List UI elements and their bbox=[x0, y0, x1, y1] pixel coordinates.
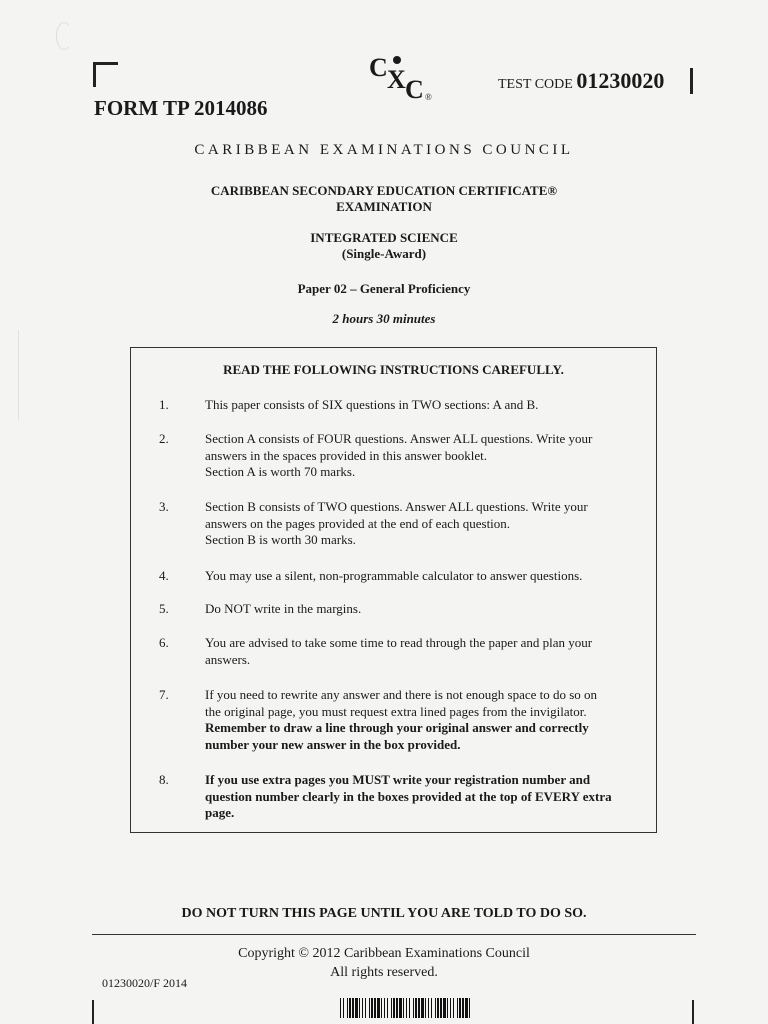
barcode-bar bbox=[459, 998, 461, 1018]
test-code-label: TEST CODE bbox=[498, 77, 573, 92]
barcode-bar bbox=[450, 998, 451, 1018]
svg-text:C: C bbox=[369, 53, 388, 82]
barcode-bar bbox=[343, 998, 344, 1018]
instruction-text: answers in the spaces provided in this answer booklet. bbox=[205, 447, 487, 463]
svg-text:C: C bbox=[405, 75, 424, 102]
instructions-heading: READ THE FOLLOWING INSTRUCTIONS CAREFULLY. bbox=[223, 362, 564, 377]
instructions-box bbox=[130, 347, 657, 833]
barcode-bar bbox=[381, 998, 382, 1018]
instruction-number: 7. bbox=[159, 687, 169, 702]
crop-mark-bottom-left bbox=[92, 1000, 94, 1024]
barcode-bar bbox=[347, 998, 348, 1018]
barcode-bar bbox=[428, 998, 429, 1018]
scan-smudge bbox=[56, 22, 72, 50]
instruction-text-emphasis: number your new answer in the box provided. bbox=[205, 736, 461, 752]
instruction-text-emphasis: question number clearly in the boxes provided at the top of EVERY extra bbox=[205, 788, 612, 804]
instruction-number: 3. bbox=[159, 499, 169, 514]
barcode-bar bbox=[365, 998, 366, 1018]
barcode-bar bbox=[393, 998, 395, 1018]
instruction-text: Section B is worth 30 marks. bbox=[205, 532, 356, 547]
instruction-text: Section B consists of TWO questions. Answer ALL questions. Write your bbox=[205, 499, 588, 514]
barcode-bar bbox=[425, 998, 426, 1018]
barcode-bar bbox=[403, 998, 404, 1018]
instruction-text-emphasis: Remember to draw a line through your original answer and correctly bbox=[205, 720, 589, 735]
registered-mark: ® bbox=[425, 92, 432, 102]
barcode-bar bbox=[340, 998, 341, 1018]
instruction-text: This paper consists of SIX questions in TWO sections: A and B. bbox=[205, 397, 539, 412]
barcode-bar bbox=[413, 998, 414, 1018]
barcode-bar bbox=[465, 998, 468, 1018]
instruction-text: answers on the pages provided at the end of each question. bbox=[205, 515, 511, 531]
barcode-bar bbox=[409, 998, 410, 1018]
crop-mark-top-left bbox=[93, 62, 118, 87]
barcode-bar bbox=[435, 998, 436, 1018]
svg-text:X: X bbox=[387, 65, 406, 94]
barcode-bar bbox=[371, 998, 373, 1018]
crop-mark-top-right bbox=[690, 68, 693, 94]
barcode bbox=[340, 998, 472, 1018]
barcode-bar bbox=[391, 998, 392, 1018]
instruction-number: 5. bbox=[159, 601, 169, 616]
crop-mark-bottom-right bbox=[692, 1000, 694, 1024]
barcode-bar bbox=[437, 998, 439, 1018]
barcode-bar bbox=[399, 998, 402, 1018]
instruction-text-emphasis: If you use extra pages you MUST write your registration number and bbox=[205, 772, 591, 787]
barcode-bar bbox=[374, 998, 376, 1018]
barcode-bar bbox=[369, 998, 370, 1018]
barcode-bar bbox=[462, 998, 464, 1018]
instruction-text: the original page, you must request extra lined pages from the invigilator. bbox=[205, 703, 587, 719]
barcode-bar bbox=[457, 998, 458, 1018]
certificate-line-2: EXAMINATION bbox=[336, 199, 432, 214]
barcode-bar bbox=[377, 998, 380, 1018]
barcode-bar bbox=[359, 998, 360, 1018]
paper-title: Paper 02 – General Proficiency bbox=[297, 281, 471, 296]
instruction-text-emphasis: page. bbox=[205, 805, 235, 820]
barcode-bar bbox=[431, 998, 432, 1018]
instruction-number: 6. bbox=[159, 635, 169, 650]
barcode-bar bbox=[349, 998, 351, 1018]
form-number: FORM TP 2014086 bbox=[94, 96, 268, 120]
barcode-bar bbox=[440, 998, 442, 1018]
certificate-line-1: CARIBBEAN SECONDARY EDUCATION CERTIFICATE® bbox=[210, 183, 558, 198]
barcode-bar bbox=[421, 998, 424, 1018]
barcode-bar bbox=[447, 998, 448, 1018]
subject-line-2: (Single-Award) bbox=[341, 246, 427, 261]
do-not-turn-warning: DO NOT TURN THIS PAGE UNTIL YOU ARE TOLD TO DO SO. bbox=[181, 906, 587, 921]
instruction-number: 4. bbox=[159, 568, 169, 583]
barcode-bar bbox=[384, 998, 385, 1018]
instruction-text: Section A consists of FOUR questions. Answer ALL questions. Write your bbox=[205, 431, 593, 446]
instruction-number: 2. bbox=[159, 431, 169, 446]
barcode-bar bbox=[387, 998, 388, 1018]
barcode-bar bbox=[418, 998, 420, 1018]
instruction-text: Do NOT write in the margins. bbox=[205, 601, 362, 616]
barcode-bar bbox=[469, 998, 470, 1018]
copyright-line-2: All rights reserved. bbox=[330, 965, 438, 980]
test-code-value: 01230020 bbox=[576, 68, 665, 93]
instruction-number: 8. bbox=[159, 772, 169, 787]
barcode-bar bbox=[453, 998, 454, 1018]
instruction-number: 1. bbox=[159, 397, 169, 412]
instruction-text: answers. bbox=[205, 651, 251, 667]
barcode-bar bbox=[443, 998, 446, 1018]
instruction-text: You may use a silent, non-programmable calculator to answer questions. bbox=[205, 568, 583, 583]
exam-duration: 2 hours 30 minutes bbox=[332, 311, 436, 326]
cxc-logo bbox=[367, 50, 437, 102]
form-code: 01230020/F 2014 bbox=[102, 976, 188, 990]
scan-margin-shadow bbox=[18, 330, 19, 420]
barcode-bar bbox=[355, 998, 358, 1018]
copyright-line-1: Copyright © 2012 Caribbean Examinations Council bbox=[238, 946, 530, 961]
instruction-text: Section A is worth 70 marks. bbox=[205, 464, 356, 479]
barcode-bar bbox=[406, 998, 407, 1018]
barcode-bar bbox=[396, 998, 398, 1018]
barcode-bar bbox=[415, 998, 417, 1018]
footer-divider bbox=[92, 934, 696, 935]
certificate-title bbox=[0, 183, 768, 215]
test-code bbox=[498, 68, 664, 94]
instruction-text: You are advised to take some time to read through the paper and plan your bbox=[205, 635, 593, 650]
council-name: CARIBBEAN EXAMINATIONS COUNCIL bbox=[194, 142, 574, 158]
barcode-bar bbox=[352, 998, 354, 1018]
instruction-text: If you need to rewrite any answer and there is not enough space to do so on bbox=[205, 687, 598, 702]
subject-title bbox=[0, 230, 768, 262]
subject-line-1: INTEGRATED SCIENCE bbox=[310, 230, 458, 245]
barcode-bar bbox=[362, 998, 363, 1018]
